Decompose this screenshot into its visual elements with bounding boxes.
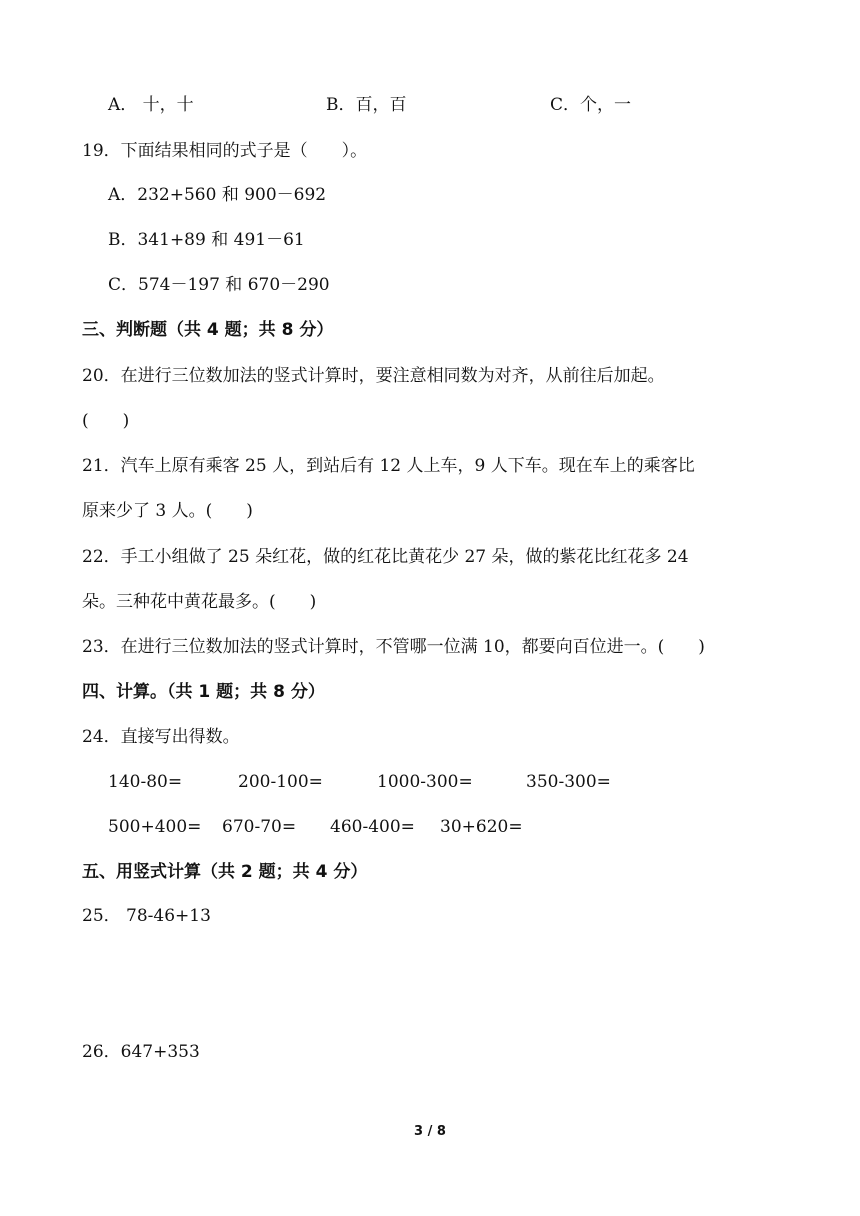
- question-26: 26．647+353: [82, 1042, 200, 1062]
- section-3-heading: 三、判断题（共 4 题；共 8 分）: [82, 320, 334, 340]
- section-4-heading: 四、计算。（共 1 题；共 8 分）: [82, 682, 325, 702]
- q18-option-a: A． 十，十: [108, 95, 194, 115]
- q21-line-2: 原来少了 3 人。( ): [82, 501, 253, 521]
- q24-expr-3: 1000-300=: [377, 772, 473, 792]
- q24-expr-8: 30+620=: [440, 817, 523, 837]
- q19-option-a: A．232+560 和 900－692: [108, 185, 327, 205]
- q24-expr-5: 500+400=: [108, 817, 202, 837]
- q24-expr-1: 140-80=: [108, 772, 183, 792]
- q22-line-2: 朵。三种花中黄花最多。( ): [82, 592, 317, 612]
- q18-option-b: B．百，百: [326, 95, 407, 115]
- q20-line-2: ( ): [82, 411, 130, 431]
- q22-line-1: 22．手工小组做了 25 朵红花，做的红花比黄花少 27 朵，做的紫花比红花多 24: [82, 547, 689, 567]
- q24-expr-4: 350-300=: [526, 772, 611, 792]
- q24-stem: 24．直接写出得数。: [82, 727, 240, 747]
- q20-line-1: 20．在进行三位数加法的竖式计算时，要注意相同数为对齐，从前往后加起。: [82, 366, 665, 386]
- question-23: 23．在进行三位数加法的竖式计算时，不管哪一位满 10，都要向百位进一。( ): [82, 637, 705, 657]
- q19-stem: 19．下面结果相同的式子是（ ）。: [82, 141, 368, 161]
- section-5-heading: 五、用竖式计算（共 2 题；共 4 分）: [82, 862, 368, 882]
- q24-expr-7: 460-400=: [330, 817, 415, 837]
- q24-expr-2: 200-100=: [238, 772, 323, 792]
- q19-option-b: B．341+89 和 491－61: [108, 230, 305, 250]
- page-number: 3 / 8: [414, 1124, 446, 1139]
- q19-option-c: C．574－197 和 670－290: [108, 275, 330, 295]
- q18-option-c: C．个，一: [550, 95, 632, 115]
- question-25: 25． 78-46+13: [82, 906, 211, 926]
- q24-expr-6: 670-70=: [222, 817, 297, 837]
- q21-line-1: 21．汽车上原有乘客 25 人，到站后有 12 人上车，9 人下车。现在车上的乘客比: [82, 456, 695, 476]
